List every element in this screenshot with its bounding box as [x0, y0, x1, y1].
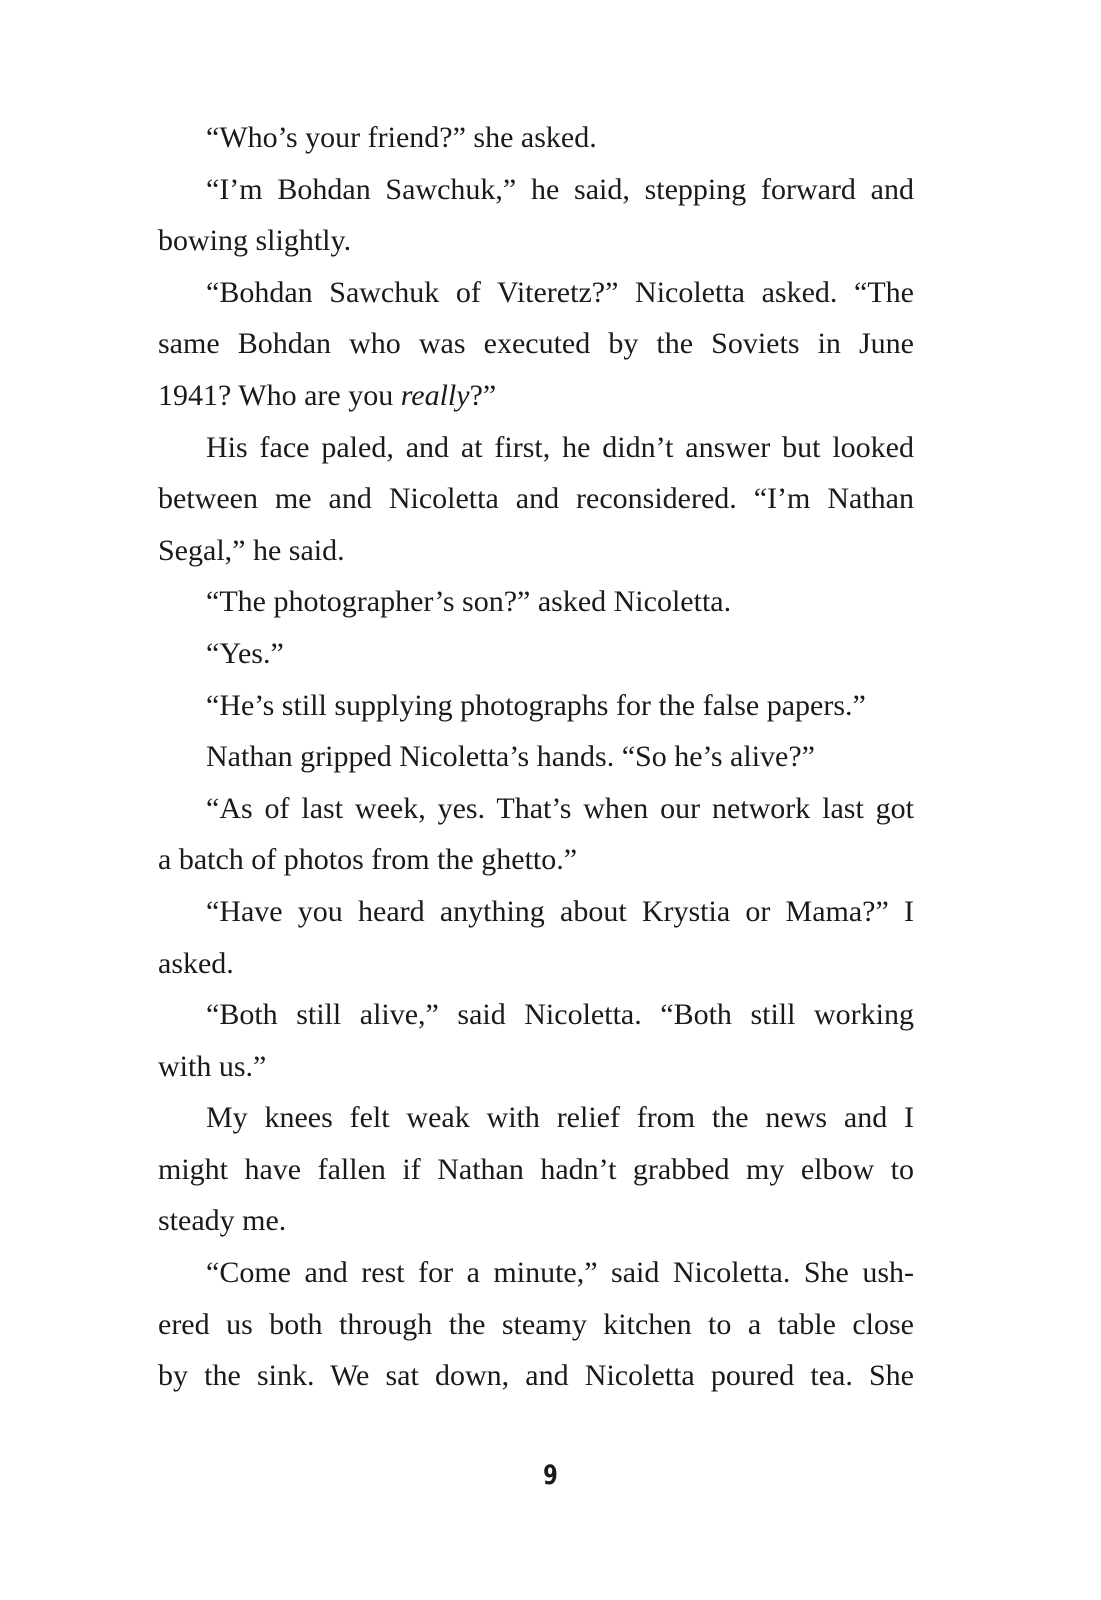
text-line: with us.” [158, 1049, 267, 1083]
text-line: “Bohdan Sawchuk of Viteretz?” Nicoletta asked. “The [206, 275, 914, 309]
text-line: bowing slightly. [158, 224, 352, 258]
text-line: His face paled, and at first, he didn’t answer but looked [206, 430, 914, 464]
text-line: between me and Nicoletta and reconsidered. “I’m Nathan [158, 482, 914, 516]
text-line: “I’m Bohdan Sawchuk,” he said, stepping forward and [206, 172, 914, 206]
text-fragment: 1941? Who are you [158, 378, 401, 412]
text-line [158, 370, 914, 422]
text-line: asked. [158, 946, 234, 980]
text-line: “As of last week, yes. That’s when our network last got [206, 791, 914, 825]
text-line: steady me. [158, 1204, 287, 1238]
text-line: by the sink. We sat down, and Nicoletta poured tea. She [158, 1359, 914, 1393]
text-fragment: ?” [469, 378, 497, 412]
text-line: “Have you heard anything about Krystia or Mama?” I [206, 894, 914, 928]
text-line: same Bohdan who was executed by the Soviets in June [158, 327, 914, 361]
text-line: Segal,” he said. [158, 533, 345, 567]
text-line: “Who’s your friend?” she asked. [206, 121, 597, 154]
text-line: My knees felt weak with relief from the news and I [206, 1101, 914, 1135]
text-line: ered us both through the steamy kitchen to a table close [158, 1307, 914, 1341]
text-line: Nathan gripped Nicoletta’s hands. “So he’s alive?” [206, 740, 815, 774]
text-line: a batch of photos from the ghetto.” [158, 843, 578, 877]
page-number: 9 [543, 1460, 558, 1491]
italic-emphasis: really [400, 378, 470, 412]
text-line: “Both still alive,” said Nicoletta. “Both still working [206, 998, 914, 1032]
page-body-text [158, 112, 914, 1402]
text-line: “The photographer’s son?” asked Nicoletta. [206, 585, 732, 619]
text-line: “He’s still supplying photographs for the false papers.” [206, 688, 866, 722]
text-line: “Come and rest for a minute,” said Nicoletta. She ush- [206, 1256, 914, 1290]
text-line: “Yes.” [206, 636, 284, 670]
text-line: might have fallen if Nathan hadn’t grabbed my elbow to [158, 1152, 914, 1186]
